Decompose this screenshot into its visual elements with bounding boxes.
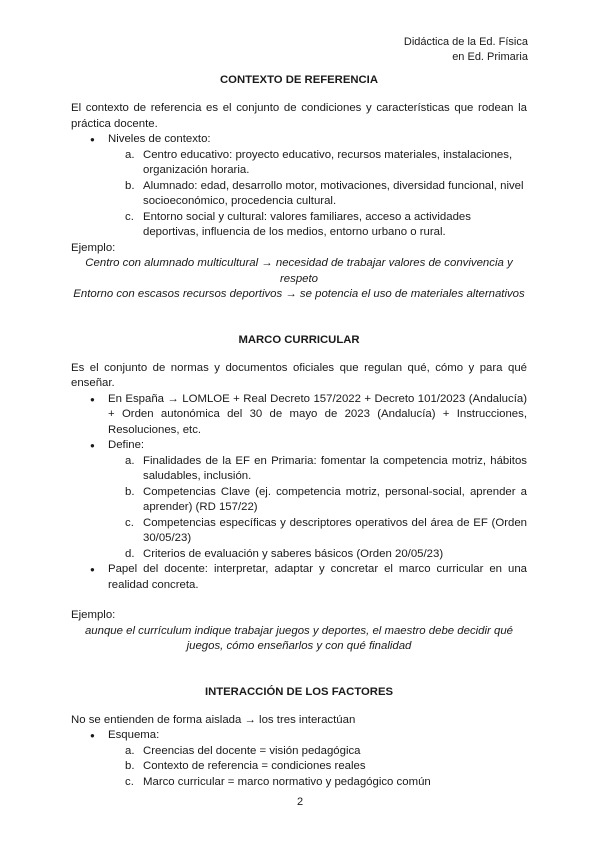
list-item-text: Alumnado: edad, desarrollo motor, motivaciones, diversidad funcional, nivel socioeconómico, procedencia cultural. <box>143 179 524 207</box>
list-item <box>125 210 527 241</box>
list-marker: b. <box>125 179 135 192</box>
section2-bullet-3 <box>108 562 527 593</box>
bullet-text: En España → LOMLOE + Real Decreto 157/2022 + Decreto 101/2023 (Andalucía) + Orden autonómica del 30 de mayo de 2023 (Andalucía) + Instrucciones, Resoluciones, etc. <box>108 392 527 436</box>
section2-list <box>71 392 527 594</box>
bullet-text: Papel del docente: interpretar, adaptar y concretar el marco curricular en una realidad concreta. <box>108 563 527 591</box>
list-marker: b. <box>125 760 135 772</box>
section1-sublist <box>108 148 527 241</box>
list-item <box>125 744 527 760</box>
list-item <box>125 454 527 485</box>
list-item-text: Contexto de referencia = condiciones reales <box>143 760 366 772</box>
list-item-text: Creencias del docente = visión pedagógica <box>143 744 361 757</box>
page-header <box>404 35 528 65</box>
list-item <box>125 485 527 516</box>
page-number: 2 <box>296 796 304 808</box>
section3-sublist <box>108 744 527 791</box>
section-title-contexto: CONTEXTO DE REFERENCIA <box>220 74 378 86</box>
section-title-marco: MARCO CURRICULAR <box>238 333 360 346</box>
list-item <box>125 547 527 563</box>
section1-example-1: Centro con alumnado multicultural → necesidad de trabajar valores de convivencia y respeto <box>85 257 513 285</box>
header-line-2: en Ed. Primaria <box>452 51 528 63</box>
section2-example-label: Ejemplo: <box>71 609 116 621</box>
section1-bullet <box>108 132 527 241</box>
section1-intro: El contexto de referencia es el conjunto de condiciones y características que rodean la práctica docente. <box>71 102 527 130</box>
section2-bullet-1 <box>108 392 527 439</box>
list-marker: a. <box>125 744 135 757</box>
list-item-text: Marco curricular = marco normativo y pedagógico común <box>143 775 431 788</box>
list-item-text: Criterios de evaluación y saberes básicos (Orden 20/05/23) <box>143 547 444 560</box>
list-marker: b. <box>125 485 135 498</box>
list-item-text: Finalidades de la EF en Primaria: fomentar la competencia motriz, hábitos saludables, inclusión. <box>143 454 527 482</box>
section1-example-label: Ejemplo: <box>71 241 116 254</box>
list-item-text: Entorno social y cultural: valores familiares, acceso a actividades deportivas, influencia de los medios, entorno urbano o rural. <box>143 210 471 238</box>
section1-example-2: Entorno con escasos recursos deportivos → se potencia el uso de materiales alternativos <box>73 288 525 300</box>
bullet-text: Niveles de contexto: <box>108 133 211 145</box>
list-item <box>125 179 527 210</box>
section2-intro: Es el conjunto de normas y documentos oficiales que regulan qué, cómo y para qué enseñar. <box>71 361 527 389</box>
section2-sublist <box>108 454 527 563</box>
bullet-text: Define: <box>108 439 145 451</box>
header-line-1: Didáctica de la Ed. Física <box>403 36 528 48</box>
list-item-text: Centro educativo: proyecto educativo, recursos materiales, instalaciones, organización horaria. <box>143 148 513 176</box>
section-title-interaccion: INTERACCIÓN DE LOS FACTORES <box>204 685 394 698</box>
page-content <box>71 73 527 790</box>
list-marker: a. <box>125 454 135 467</box>
list-item-text: Competencias Clave (ej. competencia motriz, personal-social, aprender a aprender) (RD 157/22) <box>143 485 527 513</box>
bullet-text: Esquema: <box>108 729 160 741</box>
list-item <box>125 775 527 791</box>
list-marker: c. <box>125 775 134 788</box>
section1-list <box>71 132 527 241</box>
list-item <box>125 516 527 547</box>
section2-bullet-2 <box>108 438 527 562</box>
list-item <box>125 148 527 179</box>
list-marker: c. <box>125 516 134 529</box>
section2-example: aunque el currículum indique trabajar juegos y deportes, el maestro debe decidir qué juegos, cómo enseñarlos y con qué finalidad <box>84 624 514 652</box>
section3-bullet <box>108 728 527 790</box>
list-item-text: Competencias específicas y descriptores operativos del área de EF (Orden 30/05/23) <box>143 516 527 544</box>
list-item <box>125 759 527 775</box>
list-marker: d. <box>125 547 135 560</box>
section3-list <box>71 728 527 790</box>
list-marker: a. <box>125 148 135 161</box>
list-marker: c. <box>125 210 134 223</box>
section3-intro: No se entienden de forma aislada → los tres interactúan <box>71 713 356 726</box>
